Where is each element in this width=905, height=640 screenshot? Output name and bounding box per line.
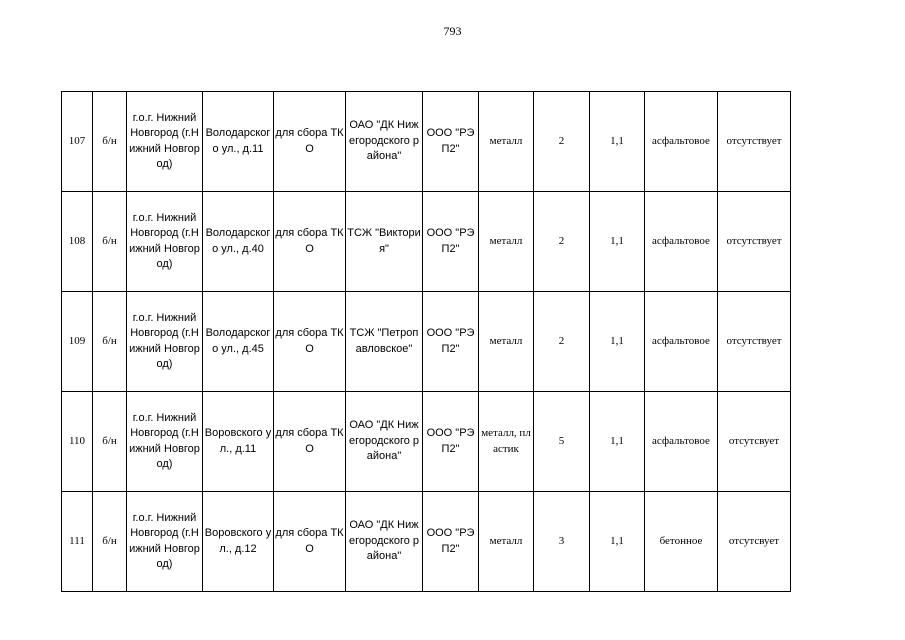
count-cell: 2 bbox=[534, 192, 590, 292]
material-cell: металл bbox=[479, 492, 534, 592]
fence-cell: отсутствует bbox=[718, 192, 791, 292]
purpose-cell: для сбора ТКО bbox=[274, 492, 346, 592]
operator-cell: ООО "РЭП2" bbox=[423, 192, 479, 292]
count-cell: 3 bbox=[534, 492, 590, 592]
table-row bbox=[62, 292, 791, 392]
locality-cell: г.о.г. Нижний Новгород (г.Нижний Новгород) bbox=[127, 492, 203, 592]
page-number: 793 bbox=[443, 24, 462, 38]
material-cell: металл bbox=[479, 92, 534, 192]
operator-cell: ООО "РЭП2" bbox=[423, 392, 479, 492]
table-row bbox=[62, 192, 791, 292]
address-cell: Володарского ул., д.11 bbox=[203, 92, 274, 192]
volume-cell: 1,1 bbox=[590, 392, 645, 492]
purpose-cell: для сбора ТКО bbox=[274, 392, 346, 492]
locality-cell: г.о.г. Нижний Новгород (г.Нижний Новгород) bbox=[127, 392, 203, 492]
table-row bbox=[62, 392, 791, 492]
count-cell: 2 bbox=[534, 292, 590, 392]
count-cell: 2 bbox=[534, 92, 590, 192]
surface-cell: бетонное bbox=[645, 492, 718, 592]
row-number: 107 bbox=[62, 92, 93, 192]
owner-cell: ТСЖ "Виктория" bbox=[346, 192, 423, 292]
address-cell: Воровского ул., д.12 bbox=[203, 492, 274, 592]
locality-cell: г.о.г. Нижний Новгород (г.Нижний Новгород) bbox=[127, 92, 203, 192]
row-number: 111 bbox=[62, 492, 93, 592]
material-cell: металл bbox=[479, 192, 534, 292]
address-cell: Володарского ул., д.45 bbox=[203, 292, 274, 392]
purpose-cell: для сбора ТКО bbox=[274, 192, 346, 292]
fence-cell: отсутсвует bbox=[718, 492, 791, 592]
purpose-cell: для сбора ТКО bbox=[274, 92, 346, 192]
address-cell: Володарского ул., д.40 bbox=[203, 192, 274, 292]
volume-cell: 1,1 bbox=[590, 492, 645, 592]
row-number: 109 bbox=[62, 292, 93, 392]
locality-cell: г.о.г. Нижний Новгород (г.Нижний Новгород) bbox=[127, 292, 203, 392]
operator-cell: ООО "РЭП2" bbox=[423, 492, 479, 592]
locality-cell: г.о.г. Нижний Новгород (г.Нижний Новгород) bbox=[127, 192, 203, 292]
material-cell: металл bbox=[479, 292, 534, 392]
operator-cell: ООО "РЭП2" bbox=[423, 292, 479, 392]
fence-cell: отсутствует bbox=[718, 292, 791, 392]
purpose-cell: для сбора ТКО bbox=[274, 292, 346, 392]
registry-table bbox=[61, 91, 791, 592]
house-number: б/н bbox=[93, 92, 127, 192]
surface-cell: асфальтовое bbox=[645, 92, 718, 192]
volume-cell: 1,1 bbox=[590, 192, 645, 292]
volume-cell: 1,1 bbox=[590, 92, 645, 192]
owner-cell: ОАО "ДК Нижегородского района" bbox=[346, 92, 423, 192]
fence-cell: отсутствует bbox=[718, 92, 791, 192]
surface-cell: асфальтовое bbox=[645, 392, 718, 492]
row-number: 108 bbox=[62, 192, 93, 292]
house-number: б/н bbox=[93, 192, 127, 292]
owner-cell: ОАО "ДК Нижегородского района" bbox=[346, 392, 423, 492]
operator-cell: ООО "РЭП2" bbox=[423, 92, 479, 192]
fence-cell: отсутсвует bbox=[718, 392, 791, 492]
owner-cell: ОАО "ДК Нижегородского района" bbox=[346, 492, 423, 592]
surface-cell: асфальтовое bbox=[645, 292, 718, 392]
material-cell: металл, пластик bbox=[479, 392, 534, 492]
count-cell: 5 bbox=[534, 392, 590, 492]
table-row bbox=[62, 92, 791, 192]
volume-cell: 1,1 bbox=[590, 292, 645, 392]
house-number: б/н bbox=[93, 492, 127, 592]
house-number: б/н bbox=[93, 292, 127, 392]
table-row bbox=[62, 492, 791, 592]
house-number: б/н bbox=[93, 392, 127, 492]
owner-cell: ТСЖ "Петропавловское" bbox=[346, 292, 423, 392]
surface-cell: асфальтовое bbox=[645, 192, 718, 292]
address-cell: Воровского ул., д.11 bbox=[203, 392, 274, 492]
row-number: 110 bbox=[62, 392, 93, 492]
